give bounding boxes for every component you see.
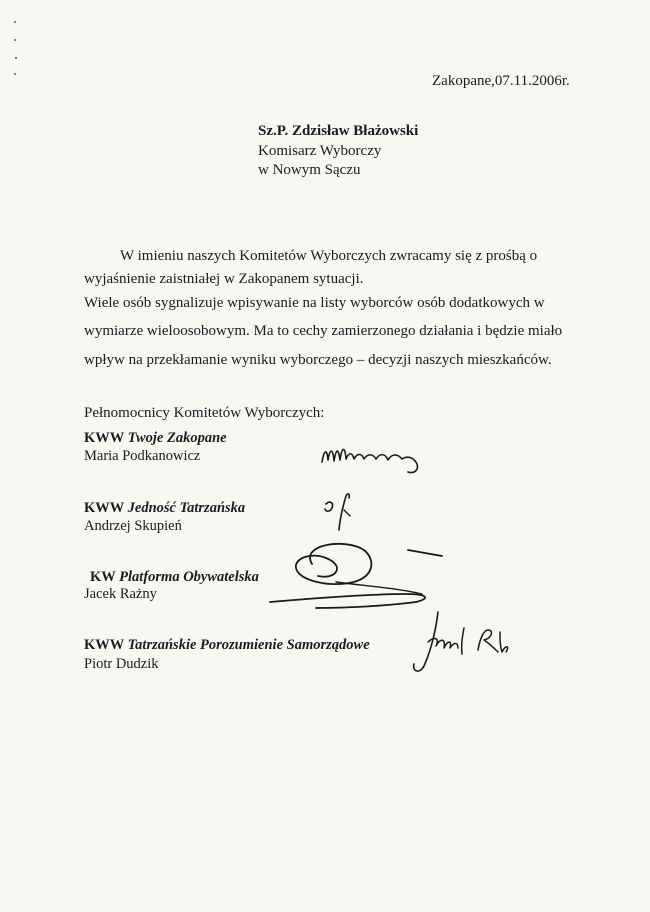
addressee-location: w Nowym Sączu [258, 162, 361, 178]
committee-1-prefix: KWW [84, 430, 125, 446]
letter-date: Zakopane,07.11.2006r. [432, 73, 570, 89]
body-line-3: Wiele osób sygnalizuje wpisywanie na listy wyborców osób dodatkowych w [84, 295, 545, 311]
committee-2-name: Jedność Tatrzańska [127, 500, 246, 516]
committee-3-heading [90, 569, 259, 586]
committee-2-person: Andrzej Skupień [84, 518, 182, 534]
committee-4-prefix: KWW [84, 637, 125, 653]
committee-1-person: Maria Podkanowicz [84, 448, 201, 464]
body-line-5: wpływ na przekłamanie wyniku wyborczego – decyzji naszych mieszkańców. [84, 352, 552, 368]
signature-1-icon [318, 440, 428, 480]
body-line-1: W imieniu naszych Komitetów Wyborczych zwracamy się z prośbą o [120, 248, 538, 264]
committee-3-person: Jacek Rażny [84, 586, 157, 602]
committee-4-name: Tatrzańskie Porozumienie Samorządowe [127, 637, 370, 653]
committee-1-heading [84, 430, 227, 447]
committee-2-prefix: KWW [84, 500, 125, 516]
committee-4-heading [84, 637, 370, 654]
committee-3-name: Platforma Obywatelska [119, 569, 259, 585]
signatories-heading: Pełnomocnicy Komitetów Wyborczych: [84, 405, 325, 421]
scan-edge-marks [12, 18, 20, 78]
addressee-title: Komisarz Wyborczy [258, 143, 382, 159]
committee-4-person: Piotr Dudzik [84, 656, 159, 672]
signature-3-icon [256, 536, 476, 616]
committee-3-prefix: KW [90, 569, 116, 585]
signature-2-icon [322, 490, 362, 534]
body-line-4: wymiarze wieloosobowym. Ma to cechy zamierzonego działania i będzie miało [84, 323, 563, 339]
body-line-2: wyjaśnienie zaistniałej w Zakopanem sytuacji. [84, 271, 364, 287]
committee-1-name: Twoje Zakopane [127, 430, 227, 446]
signature-4-icon [406, 608, 516, 678]
addressee-name: Sz.P. Zdzisław Błażowski [258, 123, 419, 139]
committee-2-heading [84, 500, 245, 517]
